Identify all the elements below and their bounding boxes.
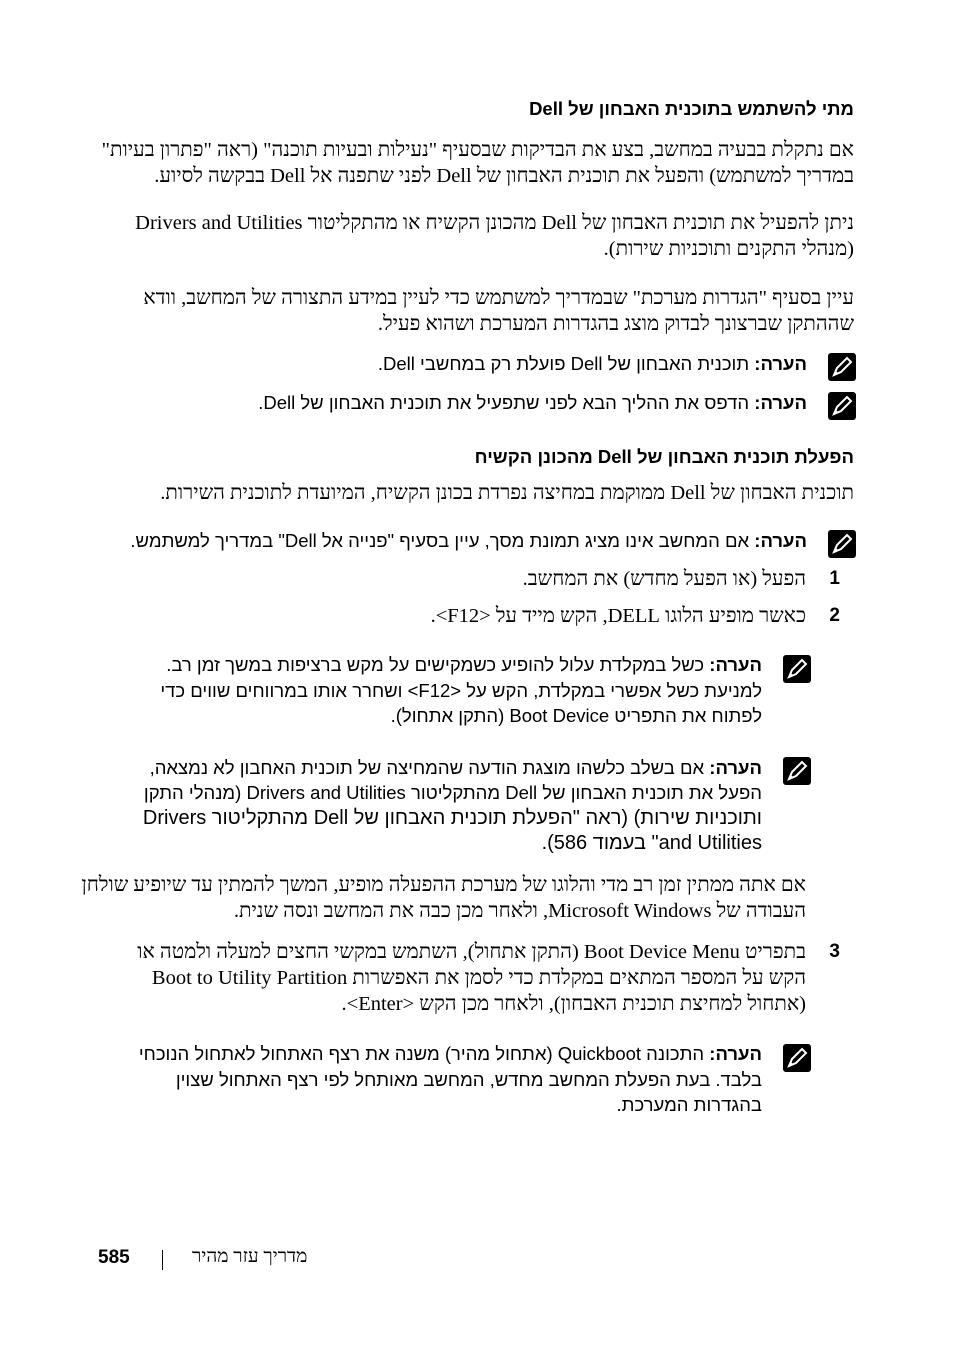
note-label: הערה: [709, 1043, 762, 1064]
paragraph-line: אם נתקלת בבעיה במחשב, בצע את הבדיקות שבסעיף "נעילות ובעיות תוכנה" (ראה "פתרון בעיות" [101, 139, 854, 161]
note-5-line: הפעל את תוכנית האבחון של Dell מהתקליטור Drivers and Utilities (מנהלי התקן [143, 782, 762, 803]
note-2 [258, 390, 807, 416]
footer-title: מדריך עזר מהיר [192, 1246, 308, 1267]
paragraph-line: (מנהלי התקנים ותוכניות שירות). [603, 238, 854, 260]
note-label: הערה: [709, 757, 762, 778]
note-1 [378, 351, 807, 377]
note-5-line: and Utilities" בעמוד 586). [541, 832, 762, 854]
note-text: תוכנית האבחון של Dell פועלת רק במחשבי Dell. [377, 353, 750, 374]
paragraph-line: ניתן להפעיל את תוכנית האבחון של Dell מהכונן הקשיח או מהתקליטור Drivers and Utilities [135, 212, 854, 234]
step-number: 3 [829, 941, 840, 962]
note-4-line: למניעת כשל אפשרי במקלדת, הקש על <F12> ושחרר אותו במרווחים שווים כדי [160, 680, 762, 701]
note-3 [130, 528, 807, 554]
note-pencil-icon [783, 757, 811, 785]
page-number: 585 [98, 1247, 130, 1268]
note-pencil-icon [828, 530, 856, 558]
note-text: התכונה Quickboot (אתחול מהיר) משנה את רצף האתחול לאתחול הנוכחי [138, 1043, 705, 1064]
paragraph-line: תוכנית האבחון של Dell ממוקמת במחיצה נפרדת בכונן הקשיח, המיועדת לתוכנית השירות. [160, 482, 854, 504]
note-pencil-icon [828, 392, 856, 420]
section-heading-run-from-hdd: הפעלת תוכנית האבחון של Dell מהכונן הקשיח [474, 446, 854, 467]
note-text: אם המחשב אינו מציג תמונת מסך, עיין בסעיף "פנייה אל Dell" במדריך למשתמש. [130, 530, 750, 551]
note-pencil-icon [783, 655, 811, 683]
section-heading-when-to-use: מתי להשתמש בתוכנית האבחון של Dell [529, 98, 854, 119]
step-3-line: הקש על המספר המתאים במקלדת כדי לסמן את האפשרות Boot to Utility Partition [151, 967, 806, 989]
note-4-line [166, 652, 762, 678]
note-label: הערה: [754, 353, 807, 374]
paragraph-line: שההתקן שברצונך לבדוק מוצג בהגדרות המערכת ושהוא פעיל. [377, 313, 854, 335]
paragraph-line: במדריך למשתמש) והפעל את תוכנית האבחון של Dell לפני שתפנה אל Dell בבקשה לסיוע. [154, 165, 854, 187]
step-3-line: בתפריט Boot Device Menu (התקן אתחול), השתמש במקשי החצים למעלה ולמטה או [137, 941, 806, 963]
note-5-line [150, 755, 762, 781]
note-6-line: בלבד. בעת הפעלת המחשב מחדש, המחשב מאותחל לפי רצף האתחול שצוין [175, 1069, 762, 1090]
note-label: הערה: [754, 392, 807, 413]
note-text: הדפס את ההליך הבא לפני שתפעיל את תוכנית האבחון של Dell. [258, 392, 750, 413]
step-1-text: הפעל (או הפעל מחדש) את המחשב. [522, 568, 806, 590]
step-2-text: כאשר מופיע הלוגו DELL, הקש מייד על <F12>. [430, 605, 806, 627]
note-label: הערה: [754, 530, 807, 551]
note-4-line: לפתוח את התפריט Boot Device (התקן אתחול). [390, 705, 762, 726]
step-number: 2 [829, 605, 840, 626]
footer-divider [162, 1250, 163, 1270]
note-text: אם בשלב כלשהו מוצגת הודעה שהמחיצה של תוכנית האחבון לא נמצאה, [149, 757, 705, 778]
paragraph-line: אם אתה ממתין זמן רב מדי והלוגו של מערכת ההפעלה מופיע, המשך להמתין עד שיופיע שולחן [81, 874, 806, 896]
step-3-line: (אתחול למחיצת תוכנית האבחון), ולאחר מכן הקש <Enter>. [341, 993, 806, 1015]
note-pencil-icon [783, 1044, 811, 1072]
paragraph-line: העבודה של Microsoft Windows, ולאחר מכן כבה את המחשב ונסה שנית. [233, 900, 806, 922]
step-number: 1 [829, 568, 840, 589]
note-6-line [139, 1041, 762, 1067]
note-pencil-icon [828, 353, 856, 381]
note-5-line: ותוכניות שירות) (ראה "הפעלת תוכנית האבחון של Dell מהתקליטור Drivers [142, 807, 762, 829]
paragraph-line: עיין בסעיף "הגדרות מערכת" שבמדריך למשתמש כדי לעיין במידע התצורה של המחשב, וודא [143, 287, 854, 309]
note-6-line: בהגדרות המערכת. [616, 1094, 762, 1115]
note-text: כשל במקלדת עלול להופיע כשמקישים על מקש ברציפות במשך זמן רב. [166, 654, 705, 675]
note-label: הערה: [709, 654, 762, 675]
